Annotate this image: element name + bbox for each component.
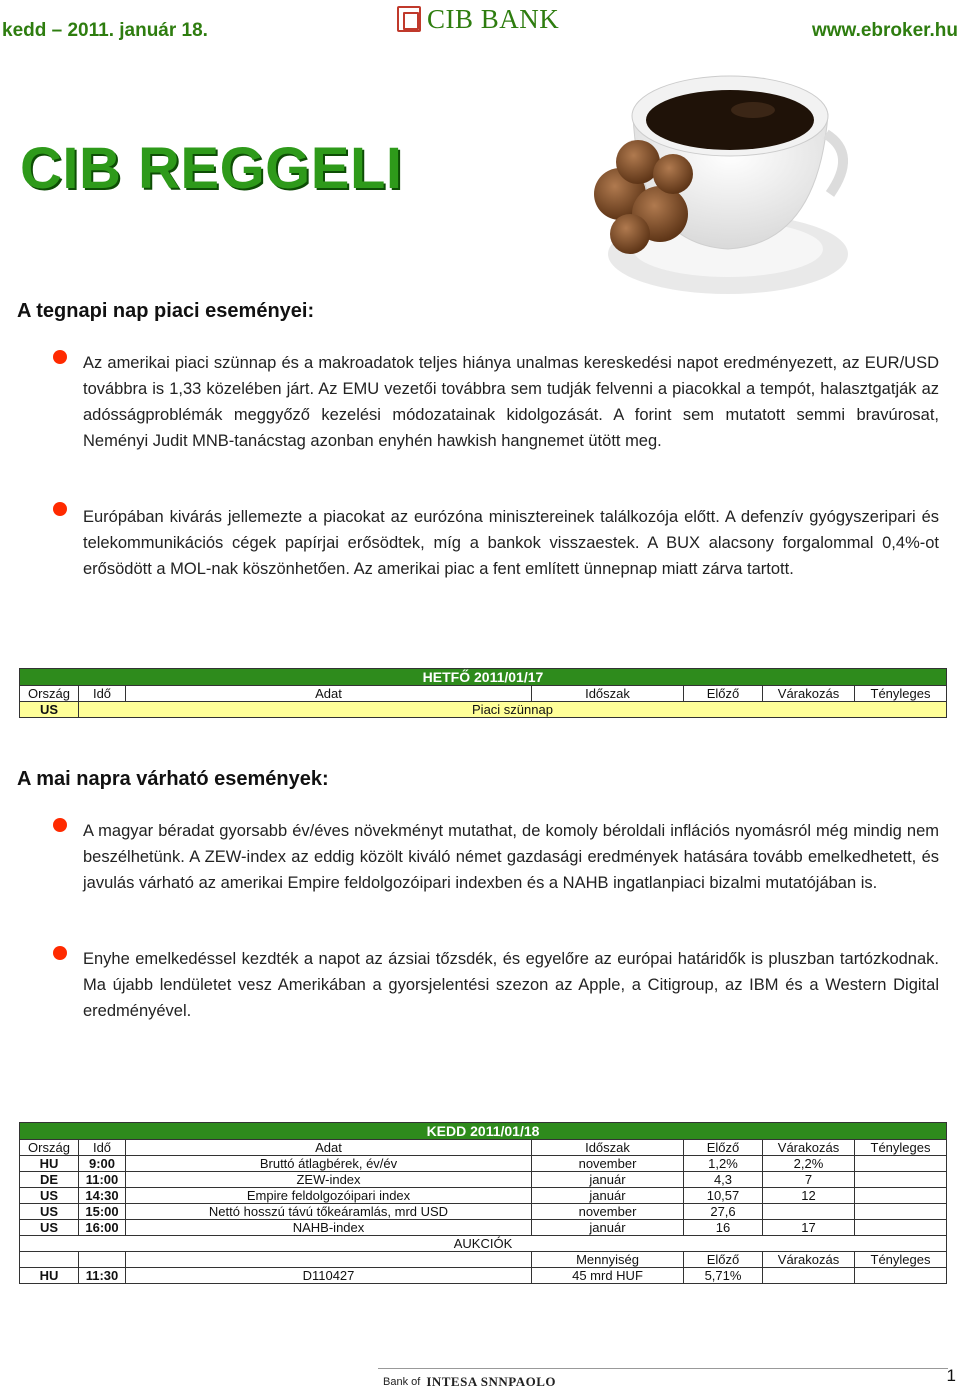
col-header-period: Időszak (532, 1140, 684, 1156)
table-row (20, 1172, 947, 1188)
row-expected (763, 1268, 855, 1284)
row-time: 15:00 (79, 1204, 126, 1220)
yesterday-bullet-2: Európában kivárás jellemezte a piacokat az eurózóna minisztereinek találkozója előtt. A defenzív gyógyszeripari és telekommunikációs cégek papírjai erősödtek, míg a bankok visszaestek. A BUX alacsony forgalommal 0,4%-ot erősödött a MOL-nak köszönhetően. Az amerikai piac a fent említett ünnepnap miatt zárva tartott. (83, 508, 939, 578)
row-country: US (20, 1188, 79, 1204)
bullet-icon (53, 350, 67, 364)
auction-header-actual: Tényleges (855, 1252, 947, 1268)
table-row (20, 1188, 947, 1204)
row-data: Empire feldolgozóipari index (126, 1188, 532, 1204)
row-time: 16:00 (79, 1220, 126, 1236)
cib-logo-mark-icon (397, 6, 421, 32)
row-data: Bruttó átlagbérek, év/év (126, 1156, 532, 1172)
col-header-previous: Előző (684, 1140, 763, 1156)
row-data: ZEW-index (126, 1172, 532, 1188)
page-number: 1 (946, 1366, 956, 1385)
row-expected (763, 1204, 855, 1220)
row-actual (855, 1220, 947, 1236)
row-country: US (20, 702, 79, 718)
report-date: kedd – 2011. január 18. (2, 20, 208, 41)
row-actual (855, 1172, 947, 1188)
row-country: US (20, 1220, 79, 1236)
row-country: US (20, 1204, 79, 1220)
col-header-previous: Előző (684, 686, 763, 702)
col-header-time: Idő (79, 1140, 126, 1156)
col-header-data: Adat (126, 686, 532, 702)
footer-group-name: INTESA SNNPAOLO (426, 1374, 557, 1389)
row-quantity: 45 mrd HUF (532, 1268, 684, 1284)
col-header-expected: Várakozás (763, 1140, 855, 1156)
row-actual (855, 1188, 947, 1204)
row-country: HU (20, 1268, 79, 1284)
col-header-country: Ország (20, 1140, 79, 1156)
today-bullet-1: A magyar béradat gyorsabb év/éves növekményt mutathat, de komoly béroldali inflációs nyomásról még mindig nem beszélhetünk. A ZEW-index az eddig közölt kiváló német gazdasági eredmények hatására tovább emelkedhetett, és javulás várható az amerikai Empire feldolgozóipari indexben és a NAHB ingatlanpiaci bizalmi mutatójában is. (83, 822, 939, 892)
bullet-icon (53, 502, 67, 516)
yesterday-heading: A tegnapi nap piaci eseményei: (17, 300, 315, 322)
row-period: január (532, 1172, 684, 1188)
row-time: 11:00 (79, 1172, 126, 1188)
today-heading: A mai napra várható események: (17, 768, 329, 790)
table-row (20, 1220, 947, 1236)
row-data: NAHB-index (126, 1220, 532, 1236)
col-header-actual: Tényleges (855, 686, 947, 702)
row-previous: 4,3 (684, 1172, 763, 1188)
website-link[interactable]: www.ebroker.hu (811, 20, 958, 41)
table-row (20, 702, 947, 718)
row-previous: 16 (684, 1220, 763, 1236)
coffee-cup-image (578, 44, 852, 298)
monday-calendar-table (19, 668, 947, 718)
row-data: Nettó hosszú távú tőkeáramlás, mrd USD (126, 1204, 532, 1220)
today-bullet-2: Enyhe emelkedéssel kezdték a napot az ázsiai tőzsdék, és egyelőre az európai határidők is pluszban tartózkodnak. Ma újabb lendületet vesz Amerikában a gyorsjelentési szezon az Apple, a Citigroup, az IBM és a Western Digital eredményével. (83, 950, 939, 1020)
row-previous: 10,57 (684, 1188, 763, 1204)
row-time: 11:30 (79, 1268, 126, 1284)
row-country: HU (20, 1156, 79, 1172)
row-country: DE (20, 1172, 79, 1188)
row-actual (855, 1268, 947, 1284)
col-header-data: Adat (126, 1140, 532, 1156)
auction-header-expected: Várakozás (763, 1252, 855, 1268)
row-time: 9:00 (79, 1156, 126, 1172)
auction-header-quantity: Mennyiség (532, 1252, 684, 1268)
row-period: január (532, 1188, 684, 1204)
footer-divider (378, 1368, 948, 1369)
row-actual (855, 1156, 947, 1172)
row-note: Piaci szünnap (79, 702, 947, 718)
bullet-icon (53, 946, 67, 960)
footer-bank-logo (383, 1374, 556, 1390)
yesterday-bullet-1: Az amerikai piaci szünnap és a makroadatok teljes hiánya unalmas kereskedési napot eredményezett, az EUR/USD továbbra is 1,33 közelében járt. Az EMU vezetői továbbra sem tudják felvenni a piacokkal a tempót, halasztgatják az adósságproblémák meggyőző kezelési módozatainak kidolgozását. A forint sem mutatott semmi bravúrosat, Neményi Judit MNB-tanácstag azonban enyhén hawkish hangnemet ütött meg. (83, 354, 939, 450)
row-previous: 5,71% (684, 1268, 763, 1284)
monday-table-title: HETFŐ 2011/01/17 (20, 669, 947, 686)
auction-section-title: AUKCIÓK (20, 1236, 947, 1252)
row-expected: 7 (763, 1172, 855, 1188)
newsletter-title: CIB REGGELI (20, 136, 403, 201)
row-previous: 1,2% (684, 1156, 763, 1172)
col-header-expected: Várakozás (763, 686, 855, 702)
row-period: november (532, 1156, 684, 1172)
row-period: november (532, 1204, 684, 1220)
tuesday-calendar-table (19, 1122, 947, 1284)
row-actual (855, 1204, 947, 1220)
row-previous: 27,6 (684, 1204, 763, 1220)
col-header-period: Időszak (532, 686, 684, 702)
row-expected: 2,2% (763, 1156, 855, 1172)
bullet-icon (53, 818, 67, 832)
table-row (20, 1204, 947, 1220)
table-row (20, 1156, 947, 1172)
col-header-actual: Tényleges (855, 1140, 947, 1156)
auction-header-previous: Előző (684, 1252, 763, 1268)
row-expected: 12 (763, 1188, 855, 1204)
table-row (20, 1268, 947, 1284)
row-period: január (532, 1220, 684, 1236)
footer-bank-of: Bank of (383, 1376, 421, 1388)
row-expected: 17 (763, 1220, 855, 1236)
col-header-country: Ország (20, 686, 79, 702)
row-instrument: D110427 (126, 1268, 532, 1284)
tuesday-table-title: KEDD 2011/01/18 (20, 1123, 947, 1140)
bank-name: CIB BANK (427, 3, 560, 34)
cib-bank-logo (397, 4, 559, 34)
col-header-time: Idő (79, 686, 126, 702)
row-time: 14:30 (79, 1188, 126, 1204)
